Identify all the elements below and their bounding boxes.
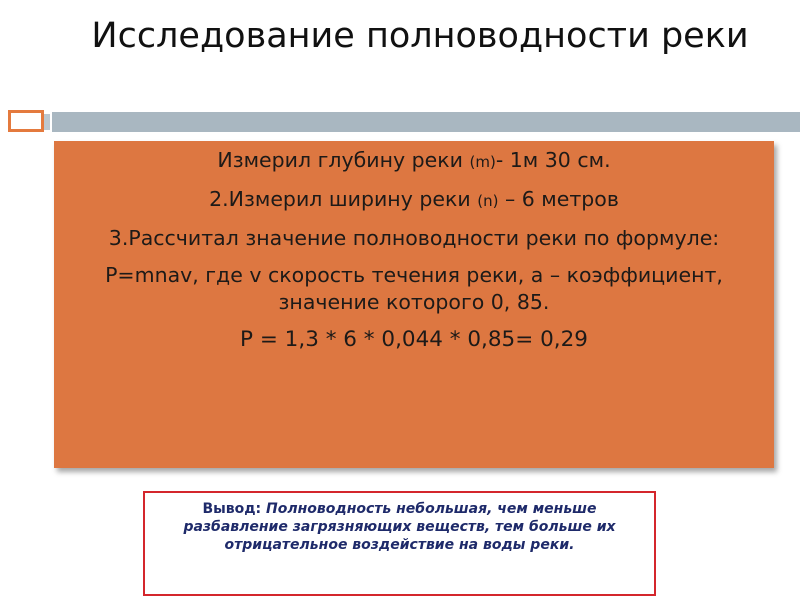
divider-accent-square xyxy=(8,110,44,132)
width-value: – 6 метров xyxy=(498,187,619,211)
divider-bar xyxy=(52,112,800,132)
depth-value: - 1м 30 см. xyxy=(495,148,611,172)
measure-depth-text: Измерил глубину реки xyxy=(217,148,470,172)
calculation-line: 3.Рассчитал значение полноводности реки по формуле: xyxy=(108,226,720,250)
measure-width-line xyxy=(72,186,756,215)
content-box xyxy=(54,141,774,468)
slide-title: Исследование полноводности реки xyxy=(91,16,749,56)
conclusion-box xyxy=(143,491,656,596)
formula-description: P=mnav, где v скорость течения реки, a – коэффициент, значение которого 0, 85. xyxy=(105,263,723,314)
conclusion-text: Полноводность небольшая, чем меньше разбавление загрязняющих веществ, тем больше их отрицательное воздействие на воды реки. xyxy=(183,501,616,553)
depth-variable: (m) xyxy=(469,153,496,171)
formula-result: P = 1,3 * 6 * 0,044 * 0,85= 0,29 xyxy=(240,327,588,352)
measure-depth-line xyxy=(72,147,756,176)
conclusion-label: Вывод: xyxy=(202,501,267,517)
measure-width-text: 2.Измерил ширину реки xyxy=(209,187,478,211)
width-variable: (n) xyxy=(477,192,499,210)
divider-gap-bar xyxy=(44,114,50,130)
